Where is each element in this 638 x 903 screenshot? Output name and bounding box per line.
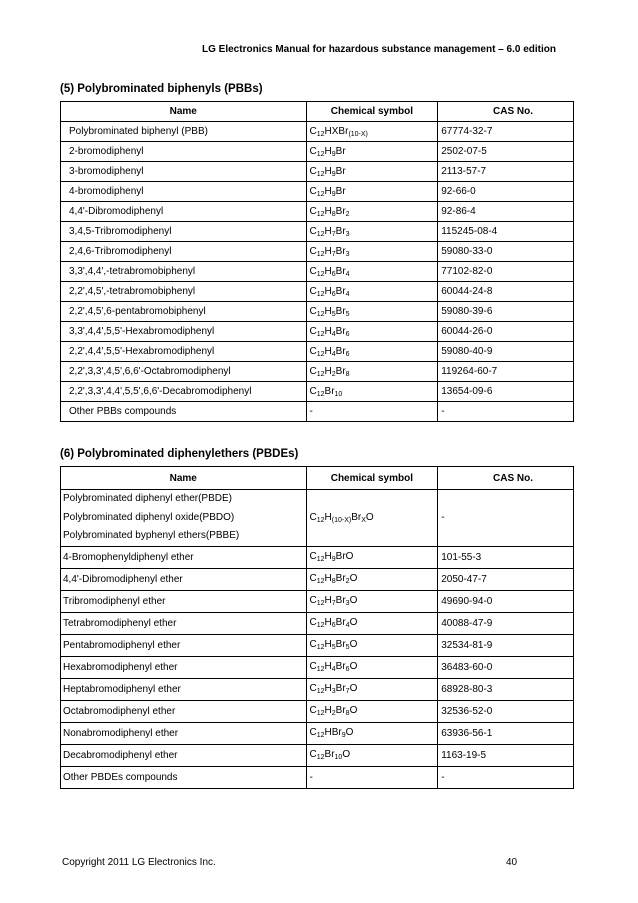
- chemical-symbol-cell: [306, 222, 438, 242]
- substance-name-cell: 4-bromodiphenyl: [61, 182, 307, 202]
- substance-name-cell: 3-bromodiphenyl: [61, 162, 307, 182]
- group-name-cell: [61, 490, 307, 547]
- section-title-pbdes: (6) Polybrominated diphenylethers (PBDEs): [60, 448, 299, 460]
- substance-name-cell: Tribromodiphenyl ether: [61, 590, 307, 612]
- table-header-row: [61, 102, 574, 122]
- formula-text: H: [324, 245, 332, 257]
- formula-subscript: 6: [331, 290, 336, 298]
- formula-subscript: (10-X): [331, 516, 352, 524]
- chemical-symbol-cell: [306, 142, 438, 162]
- formula-text: O: [345, 727, 354, 738]
- table-row: [61, 342, 574, 362]
- formula-text: BrO: [335, 551, 354, 562]
- table-row: [61, 656, 574, 678]
- formula-subscript: 3: [331, 688, 336, 695]
- formula-text: O: [349, 617, 358, 628]
- chemical-symbol-cell: [306, 612, 438, 634]
- formula-subscript: 2: [345, 210, 350, 218]
- formula-text: H: [324, 305, 332, 317]
- formula-subscript: 4: [345, 270, 350, 278]
- formula-subscript: 10: [334, 390, 343, 398]
- formula-subscript: 12: [316, 330, 325, 338]
- formula-text: H: [324, 617, 332, 628]
- table-row: [61, 634, 574, 656]
- formula-subscript: 5: [331, 644, 336, 651]
- table-row: [61, 302, 574, 322]
- substance-name-cell: 3,4,5-Tribromodiphenyl: [61, 222, 307, 242]
- formula-text: Br: [335, 265, 346, 277]
- formula-subscript: 4: [345, 290, 350, 298]
- formula-text: C: [309, 165, 317, 177]
- formula-subscript: 5: [331, 310, 336, 318]
- cas-number-cell: 2050-47-7: [438, 568, 574, 590]
- table-row: [61, 282, 574, 302]
- formula-text: Br: [335, 661, 346, 672]
- formula-text: Br: [335, 345, 346, 357]
- cas-number-cell: 59080-39-6: [438, 302, 574, 322]
- formula-subscript: 4: [331, 330, 336, 338]
- formula-subscript: 9: [331, 190, 336, 198]
- formula-text: C: [309, 683, 317, 694]
- table-row: [61, 744, 574, 766]
- chemical-symbol-cell: [306, 322, 438, 342]
- chemical-symbol-cell: [306, 546, 438, 568]
- formula-text: H: [324, 325, 332, 337]
- formula-text: H: [324, 285, 332, 297]
- formula-text: H: [324, 511, 332, 523]
- formula-subscript: 12: [316, 390, 325, 398]
- column-header-symbol: Chemical symbol: [306, 467, 438, 490]
- formula-subscript: 12: [316, 688, 325, 695]
- chemical-symbol-cell: [306, 402, 438, 422]
- formula-subscript: 12: [316, 710, 325, 717]
- pbde-table-body: [61, 490, 574, 789]
- formula-text: H: [324, 705, 332, 716]
- table-row: [61, 222, 574, 242]
- formula-subscript: 12: [316, 190, 325, 198]
- substance-name-cell: Nonabromodiphenyl ether: [61, 722, 307, 744]
- table-row: [61, 162, 574, 182]
- cas-number-cell: 60044-26-0: [438, 322, 574, 342]
- formula-text: O: [349, 683, 358, 694]
- cas-number-cell: 115245-08-4: [438, 222, 574, 242]
- formula-text: Br: [335, 225, 346, 237]
- group-name-line: Polybrominated diphenyl oxide(PBDO): [63, 511, 235, 523]
- cas-number-cell: 92-86-4: [438, 202, 574, 222]
- cas-number-cell: 92-66-0: [438, 182, 574, 202]
- cas-number-cell: 119264-60-7: [438, 362, 574, 382]
- substance-name-cell: 4,4'-Dibromodiphenyl: [61, 202, 307, 222]
- formula-text: H: [324, 205, 332, 217]
- formula-subscript: 9: [331, 556, 336, 563]
- formula-subscript: 12: [316, 516, 325, 524]
- cas-number-cell: 63936-56-1: [438, 722, 574, 744]
- formula-subscript: 12: [316, 270, 325, 278]
- formula-text: C: [309, 749, 317, 760]
- cas-number-cell: 32536-52-0: [438, 700, 574, 722]
- formula-subscript: 12: [316, 732, 325, 739]
- formula-subscript: (10-X): [348, 130, 368, 138]
- substance-name-cell: 4-Bromophenyldiphenyl ether: [61, 546, 307, 568]
- cas-number-cell: 68928-80-3: [438, 678, 574, 700]
- formula-subscript: 8: [345, 710, 350, 717]
- formula-subscript: 12: [316, 666, 325, 673]
- substance-name-cell: Octabromodiphenyl ether: [61, 700, 307, 722]
- chemical-symbol-cell: [306, 700, 438, 722]
- chemical-symbol-cell: [306, 590, 438, 612]
- formula-subscript: 12: [316, 578, 325, 585]
- substance-name-cell: Heptabromodiphenyl ether: [61, 678, 307, 700]
- formula-text: Br: [335, 365, 346, 377]
- formula-text: O: [349, 595, 358, 606]
- formula-subscript: 4: [331, 666, 336, 673]
- formula-text: Br: [335, 165, 346, 177]
- formula-text: O: [349, 661, 358, 672]
- formula-text: -: [309, 406, 313, 417]
- formula-text: Br: [335, 617, 346, 628]
- formula-subscript: 12: [316, 170, 325, 178]
- formula-text: Br: [324, 385, 335, 397]
- table-row: [61, 202, 574, 222]
- formula-subscript: 9: [331, 170, 336, 178]
- formula-text: Br: [335, 185, 346, 197]
- formula-text: C: [309, 551, 317, 562]
- chemical-symbol-cell: [306, 302, 438, 322]
- formula-text: C: [309, 125, 317, 137]
- formula-text: C: [309, 145, 317, 157]
- table-row: [61, 182, 574, 202]
- table-row: [61, 590, 574, 612]
- formula-text: C: [309, 225, 317, 237]
- table-row: [61, 242, 574, 262]
- formula-text: C: [309, 285, 317, 297]
- formula-subscript: 9: [341, 732, 346, 739]
- substance-name-cell: 2-bromodiphenyl: [61, 142, 307, 162]
- formula-text: O: [349, 705, 358, 716]
- page-header: LG Electronics Manual for hazardous substance management – 6.0 edition: [202, 44, 556, 55]
- formula-text: H: [324, 661, 332, 672]
- formula-subscript: 7: [331, 230, 336, 238]
- formula-text: H: [324, 345, 332, 357]
- chemical-symbol-cell: [306, 744, 438, 766]
- formula-subscript: 12: [316, 600, 325, 607]
- cas-number-cell: 36483-60-0: [438, 656, 574, 678]
- formula-subscript: X: [361, 516, 366, 524]
- formula-subscript: 4: [345, 622, 350, 629]
- column-header-symbol: Chemical symbol: [306, 102, 438, 122]
- formula-subscript: 10: [334, 754, 343, 761]
- substance-name-cell: 2,2',3,3',4,4',5,5',6,6'-Decabromodiphenyl: [61, 382, 307, 402]
- chemical-symbol-cell: [306, 656, 438, 678]
- formula-subscript: 12: [316, 370, 325, 378]
- table-row: [61, 362, 574, 382]
- table-row: [61, 700, 574, 722]
- formula-subscript: 6: [345, 330, 350, 338]
- formula-subscript: 12: [316, 210, 325, 218]
- formula-text: HBr: [324, 727, 342, 738]
- formula-subscript: 8: [345, 370, 350, 378]
- formula-text: H: [324, 683, 332, 694]
- substance-name-cell: Pentabromodiphenyl ether: [61, 634, 307, 656]
- formula-text: Br: [351, 511, 362, 523]
- pbb-table: [60, 101, 574, 422]
- chemical-symbol-cell: [306, 362, 438, 382]
- chemical-symbol-cell: [306, 182, 438, 202]
- chemical-symbol-cell: [306, 122, 438, 142]
- formula-text: C: [309, 205, 317, 217]
- table-row: [61, 122, 574, 142]
- formula-subscript: 12: [316, 150, 325, 158]
- formula-subscript: 8: [331, 210, 336, 218]
- table-row: [61, 722, 574, 744]
- column-header-name: Name: [61, 467, 307, 490]
- chemical-symbol-cell: [306, 242, 438, 262]
- substance-name-cell: Polybrominated biphenyl (PBB): [61, 122, 307, 142]
- formula-text: Br: [335, 573, 346, 584]
- formula-subscript: 12: [316, 250, 325, 258]
- table-row: [61, 678, 574, 700]
- formula-text: Br: [335, 305, 346, 317]
- formula-text: H: [324, 551, 332, 562]
- substance-name-cell: 3,3',4,4',-tetrabromobiphenyl: [61, 262, 307, 282]
- formula-subscript: 12: [316, 350, 325, 358]
- formula-text: C: [309, 325, 317, 337]
- table-row: [61, 612, 574, 634]
- formula-text: C: [309, 511, 317, 523]
- formula-subscript: 6: [331, 622, 336, 629]
- formula-subscript: 6: [345, 350, 350, 358]
- chemical-symbol-cell: [306, 282, 438, 302]
- formula-text: H: [324, 573, 332, 584]
- formula-subscript: 3: [345, 600, 350, 607]
- chemical-symbol-cell: [306, 202, 438, 222]
- formula-text: H: [324, 165, 332, 177]
- formula-text: Br: [335, 245, 346, 257]
- substance-name-cell: 3,3',4,4',5,5'-Hexabromodiphenyl: [61, 322, 307, 342]
- cas-number-cell: 13654-09-6: [438, 382, 574, 402]
- substance-name-cell: 4,4'-Dibromodiphenyl ether: [61, 568, 307, 590]
- cas-number-cell: 49690-94-0: [438, 590, 574, 612]
- section-title-pbbs: (5) Polybrominated biphenyls (PBBs): [60, 83, 263, 95]
- table-row: [61, 262, 574, 282]
- substance-name-cell: 2,2',4,4',5,5'-Hexabromodiphenyl: [61, 342, 307, 362]
- formula-text: Br: [335, 325, 346, 337]
- formula-text: H: [324, 265, 332, 277]
- substance-name-cell: Other PBBs compounds: [61, 402, 307, 422]
- formula-subscript: 12: [316, 230, 325, 238]
- formula-text: C: [309, 617, 317, 628]
- formula-text: H: [324, 365, 332, 377]
- group-cas-cell: -: [438, 490, 574, 547]
- formula-subscript: 2: [331, 710, 336, 717]
- table-row: [61, 546, 574, 568]
- formula-text: Br: [335, 705, 346, 716]
- formula-text: Br: [335, 639, 346, 650]
- cas-number-cell: 2502-07-5: [438, 142, 574, 162]
- formula-subscript: 7: [331, 250, 336, 258]
- cas-number-cell: 32534-81-9: [438, 634, 574, 656]
- formula-text: C: [309, 365, 317, 377]
- formula-subscript: 12: [316, 290, 325, 298]
- formula-subscript: 6: [345, 666, 350, 673]
- substance-name-cell: 2,2',3,3',4,5',6,6'-Octabromodiphenyl: [61, 362, 307, 382]
- table-row: [61, 402, 574, 422]
- formula-text: C: [309, 305, 317, 317]
- formula-subscript: 5: [345, 310, 350, 318]
- formula-subscript: 12: [316, 644, 325, 651]
- formula-text: O: [349, 639, 358, 650]
- formula-text: HXBr: [324, 125, 349, 137]
- formula-subscript: 3: [345, 230, 350, 238]
- cas-number-cell: 77102-82-0: [438, 262, 574, 282]
- formula-text: H: [324, 145, 332, 157]
- formula-text: C: [309, 265, 317, 277]
- cas-number-cell: -: [438, 402, 574, 422]
- group-name-line: Polybrominated byphenyl ethers(PBBE): [63, 530, 240, 541]
- formula-subscript: 7: [331, 600, 336, 607]
- formula-text: C: [309, 727, 317, 738]
- formula-text: H: [324, 639, 332, 650]
- formula-text: -: [309, 771, 313, 783]
- cas-number-cell: 2113-57-7: [438, 162, 574, 182]
- cas-number-cell: -: [438, 766, 574, 788]
- formula-subscript: 12: [316, 556, 325, 563]
- formula-text: C: [309, 185, 317, 197]
- formula-text: H: [324, 595, 332, 606]
- column-header-cas: CAS No.: [438, 467, 574, 490]
- group-name-line: Polybrominated diphenyl ether(PBDE): [63, 493, 232, 504]
- formula-subscript: 12: [316, 754, 325, 761]
- group-formula-cell: [306, 490, 438, 547]
- formula-subscript: 2: [345, 578, 350, 585]
- column-header-cas: CAS No.: [438, 102, 574, 122]
- formula-text: Br: [335, 285, 346, 297]
- footer-copyright: Copyright 2011 LG Electronics Inc.: [62, 857, 216, 868]
- formula-text: O: [349, 573, 358, 584]
- formula-text: Br: [335, 205, 346, 217]
- chemical-symbol-cell: [306, 634, 438, 656]
- formula-subscript: 3: [345, 250, 350, 258]
- chemical-symbol-cell: [306, 568, 438, 590]
- chemical-symbol-cell: [306, 382, 438, 402]
- formula-subscript: 5: [345, 644, 350, 651]
- formula-subscript: 7: [345, 688, 350, 695]
- cas-number-cell: 101-55-3: [438, 546, 574, 568]
- substance-name-cell: Hexabromodiphenyl ether: [61, 656, 307, 678]
- pbde-table: [60, 466, 574, 789]
- table-row-group: [61, 490, 574, 547]
- formula-text: H: [324, 185, 332, 197]
- formula-subscript: 8: [331, 578, 336, 585]
- table-header-row: [61, 467, 574, 490]
- formula-text: H: [324, 225, 332, 237]
- chemical-symbol-cell: [306, 262, 438, 282]
- substance-name-cell: 2,4,6-Tribromodiphenyl: [61, 242, 307, 262]
- formula-text: C: [309, 639, 317, 650]
- formula-text: C: [309, 385, 317, 397]
- formula-text: C: [309, 573, 317, 584]
- chemical-symbol-cell: [306, 162, 438, 182]
- table-row: [61, 322, 574, 342]
- table-row: [61, 382, 574, 402]
- formula-subscript: 12: [316, 130, 325, 138]
- formula-text: C: [309, 705, 317, 716]
- pbb-table-body: [61, 122, 574, 422]
- formula-text: C: [309, 661, 317, 672]
- substance-name-cell: 2,2',4,5',-tetrabromobiphenyl: [61, 282, 307, 302]
- formula-subscript: 6: [331, 270, 336, 278]
- substance-name-cell: Other PBDEs compounds: [61, 766, 307, 788]
- formula-subscript: 9: [331, 150, 336, 158]
- cas-number-cell: 60044-24-8: [438, 282, 574, 302]
- substance-name-cell: 2,2',4,5',6-pentabromobiphenyl: [61, 302, 307, 322]
- formula-subscript: 12: [316, 622, 325, 629]
- formula-text: C: [309, 245, 317, 257]
- formula-subscript: 12: [316, 310, 325, 318]
- chemical-symbol-cell: [306, 722, 438, 744]
- table-row: [61, 766, 574, 788]
- formula-subscript: 2: [331, 370, 336, 378]
- cas-number-cell: 1163-19-5: [438, 744, 574, 766]
- formula-text: C: [309, 595, 317, 606]
- formula-text: Br: [335, 145, 346, 157]
- formula-text: Br: [335, 683, 346, 694]
- formula-text: Br: [335, 595, 346, 606]
- table-row: [61, 568, 574, 590]
- cas-number-cell: 59080-33-0: [438, 242, 574, 262]
- formula-text: Br: [324, 749, 335, 760]
- column-header-name: Name: [61, 102, 307, 122]
- formula-subscript: 4: [331, 350, 336, 358]
- footer-page-number: 40: [506, 857, 518, 868]
- chemical-symbol-cell: [306, 766, 438, 788]
- chemical-symbol-cell: [306, 342, 438, 362]
- cas-number-cell: 59080-40-9: [438, 342, 574, 362]
- cas-number-cell: 40088-47-9: [438, 612, 574, 634]
- substance-name-cell: Decabromodiphenyl ether: [61, 744, 307, 766]
- formula-text: O: [365, 511, 374, 523]
- formula-text: C: [309, 345, 317, 357]
- formula-text: O: [342, 749, 351, 760]
- chemical-symbol-cell: [306, 678, 438, 700]
- table-row: [61, 142, 574, 162]
- cas-number-cell: 67774-32-7: [438, 122, 574, 142]
- substance-name-cell: Tetrabromodiphenyl ether: [61, 612, 307, 634]
